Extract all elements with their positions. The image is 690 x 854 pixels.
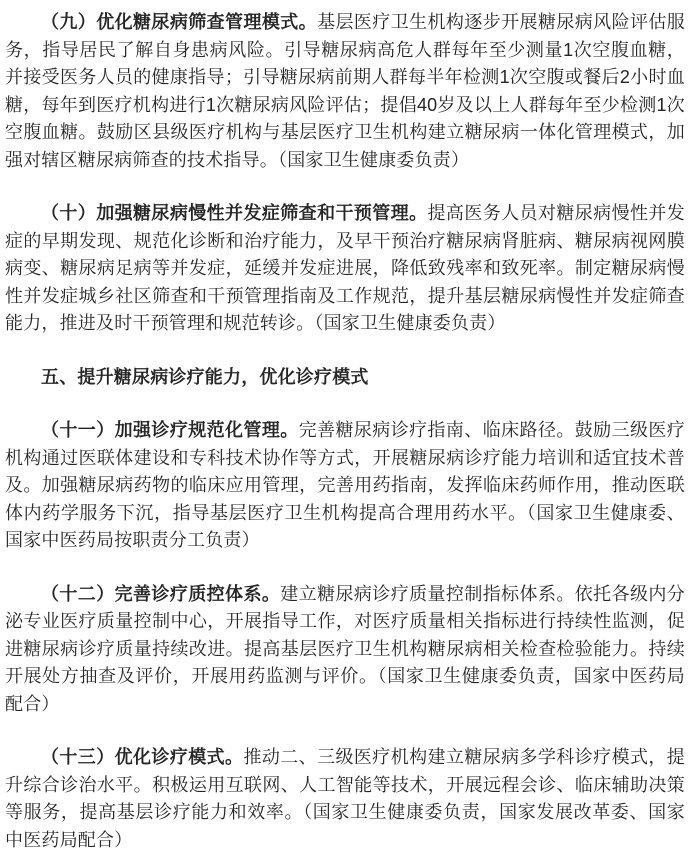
paragraph-12-body: 建立糖尿病诊疗质量控制指标体系。依托各级内分泌专业医疗质量控制中心，开展指导工作，对医疗质量相关指标进行持续性监测，促进糖尿病诊疗质量持续改进。提高基层医疗卫生机构糖尿病相关检查检验能力。持续开展处方抽查及评价，开展用药监测与评价。（国家卫生健康委负责，国家中医药局配合） [5,583,685,714]
policy-paragraph-11 [5,417,685,555]
paragraph-10-lead: （十）加强糖尿病慢性并发症筛查和干预管理。 [41,203,428,223]
paragraph-12-lead: （十二）完善诊疗质控体系。 [41,583,281,604]
paragraph-9-lead: （九）优化糖尿病筛查管理模式。 [41,12,318,32]
policy-paragraph-9 [5,9,685,174]
paragraph-11-body: 完善糖尿病诊疗指南、临床路径。鼓励三级医疗机构通过医联体建设和专科技术协作等方式，开展糖尿病诊疗能力培训和适宜技术普及。加强糖尿病药物的临床应用管理，完善用药指南，发挥临床药师作用，推动医联体内药学服务下沉，指导基层医疗卫生机构提高合理用药水平。（国家卫生健康委、国家中医药局按职责分工负责） [5,420,685,550]
paragraph-11-lead: （十一）加强诊疗规范化管理。 [41,420,299,440]
paragraph-9-body: 基层医疗卫生机构逐步开展糖尿病风险评估服务，指导居民了解自身患病风险。引导糖尿病高危人群每年至少测量1次空腹血糖，并接受医务人员的健康指导；引导糖尿病前期人群每半年检测1次空腹或餐后2小时血糖，每年到医疗机构进行1次糖尿病风险评估；提倡40岁及以上人群每年至少检测1次空腹血糖。鼓励区县级医疗机构与基层医疗卫生机构建立糖尿病一体化管理模式，加强对辖区糖尿病筛查的技术指导。（国家卫生健康委负责） [5,12,686,170]
section-heading-5: 五、提升糖尿病诊疗能力，优化诊疗模式 [41,366,369,387]
policy-paragraph-13 [5,744,685,854]
paragraph-13-lead: （十三）优化诊疗模式。 [41,747,244,767]
policy-paragraph-12 [5,581,685,719]
paragraph-10-body: 提高医务人员对糖尿病慢性并发症的早期发现、规范化诊断和治疗能力，及早干预治疗糖尿病肾脏病、糖尿病视网膜病变、糖尿病足病等并发症，延缓并发症进展，降低致残率和致死率。制定糖尿病慢性并发症城乡社区筛查和干预管理指南及工作规范，提升基层糖尿病慢性并发症筛查能力，推进及时干预管理和规范转诊。（国家卫生健康委负责） [5,203,685,333]
policy-paragraph-10 [5,200,685,338]
paragraph-13-body: 推动二、三级医疗机构建立糖尿病多学科诊疗模式，提升综合诊治水平。积极运用互联网、人工智能等技术，开展远程会诊、临床辅助决策等服务，提高基层诊疗能力和效率。（国家卫生健康委负责，国家发展改革委、国家中医药局配合） [5,747,685,850]
